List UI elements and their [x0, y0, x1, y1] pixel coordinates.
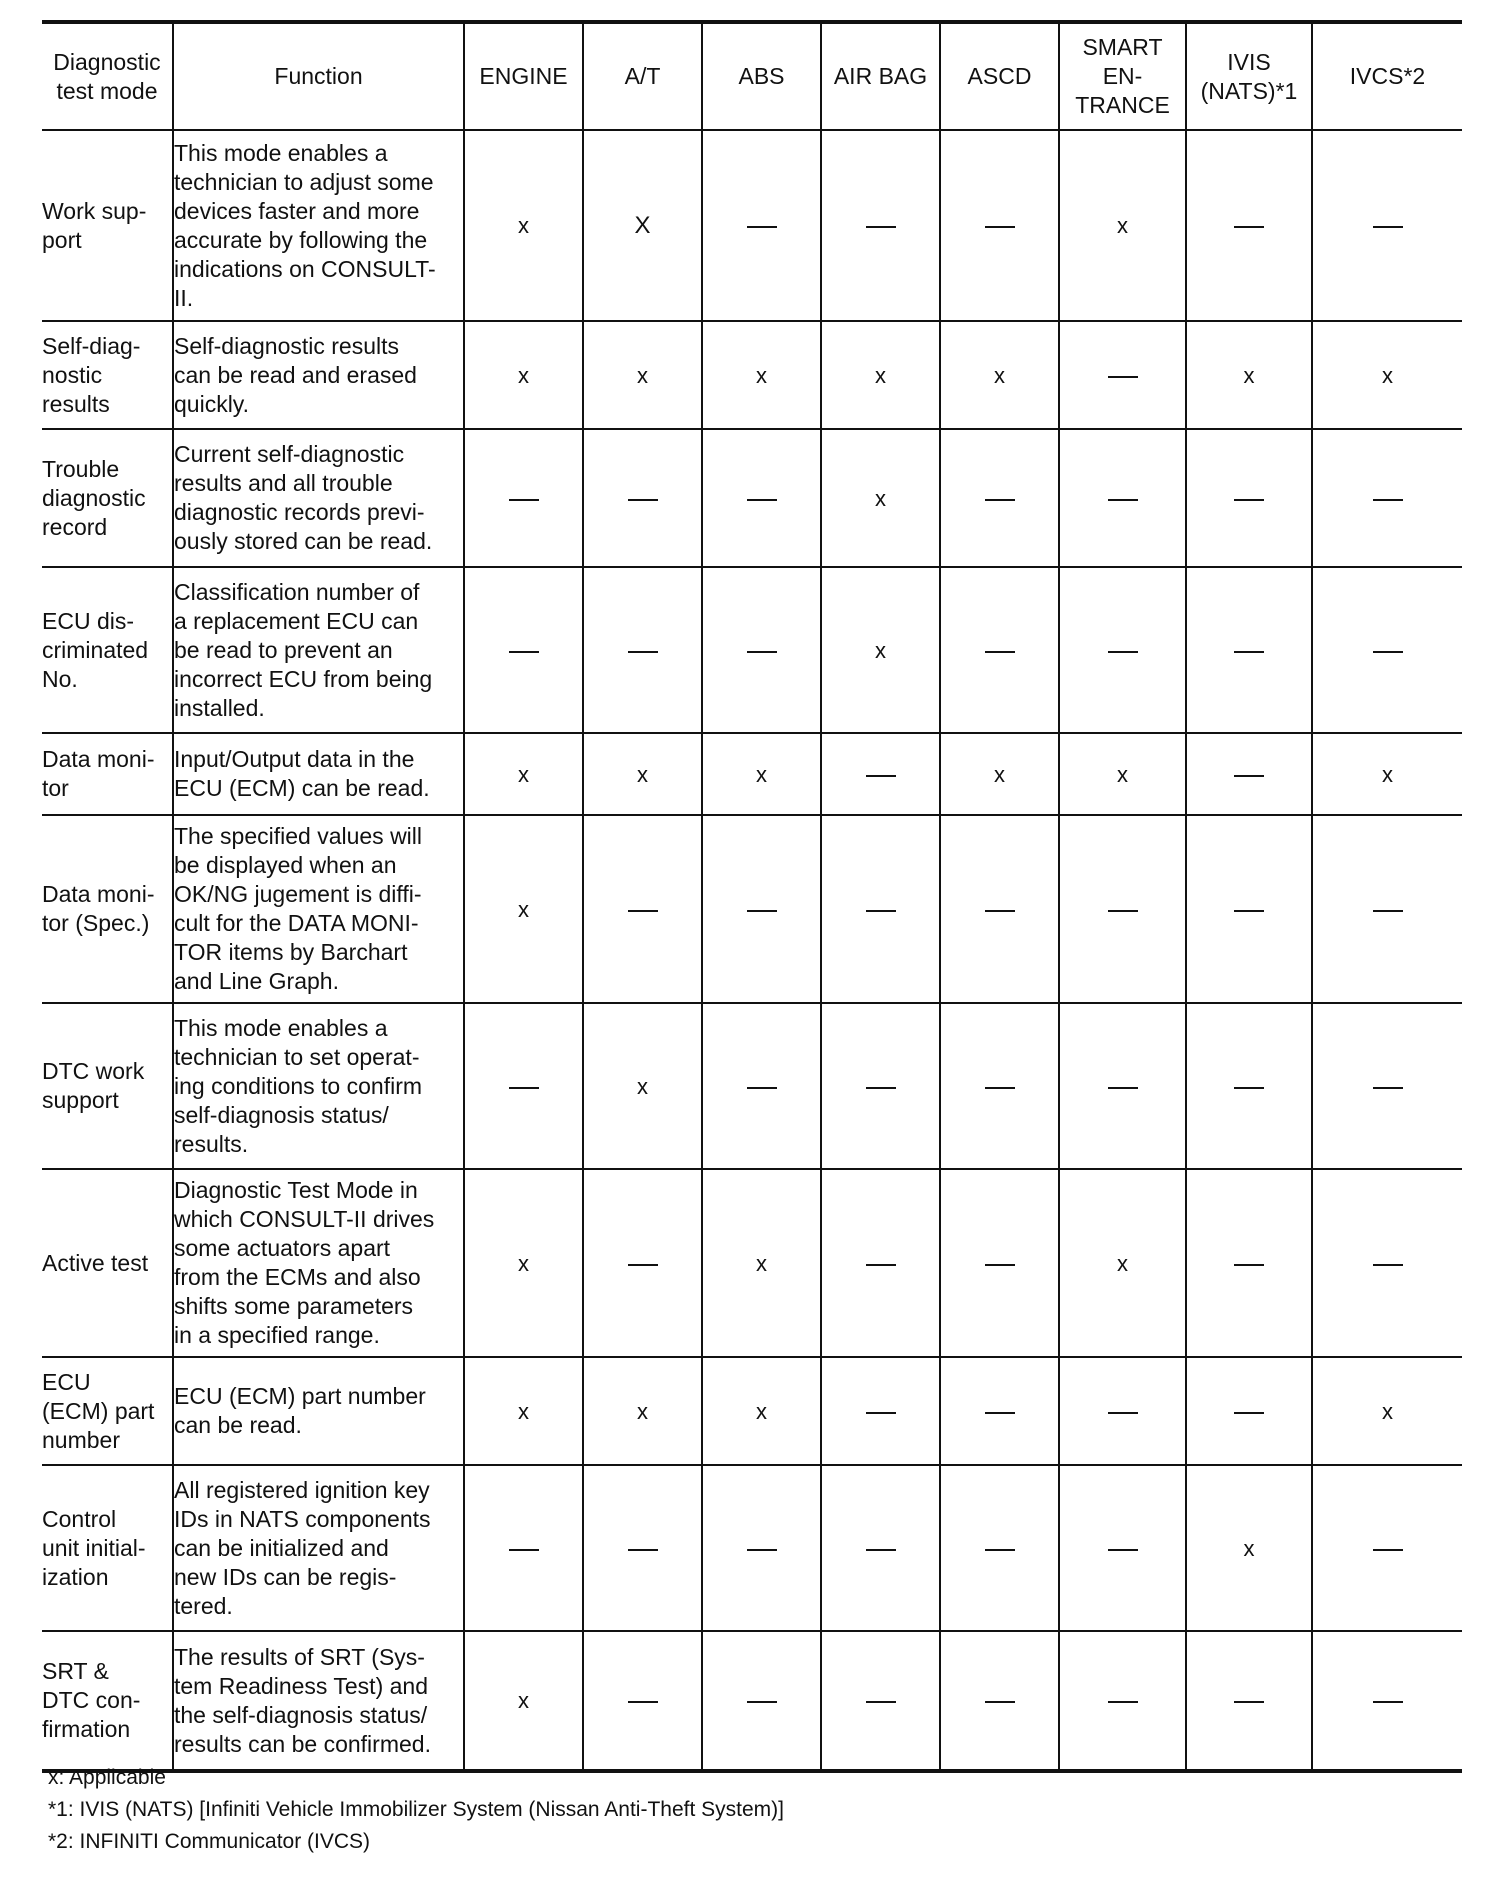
- applicable-mark: x: [756, 761, 767, 787]
- dash-mark: [509, 1549, 539, 1551]
- not-applicable-cell: [821, 1003, 940, 1169]
- dash-mark: [1234, 1087, 1264, 1089]
- applicable-mark: x: [1382, 362, 1393, 388]
- not-applicable-cell: [1059, 567, 1186, 733]
- not-applicable-cell: [583, 429, 702, 567]
- dash-mark: [1373, 226, 1403, 228]
- mode-cell: [42, 321, 173, 429]
- function-cell: [173, 1631, 464, 1771]
- dash-mark: [866, 910, 896, 912]
- function-cell: [173, 1003, 464, 1169]
- function-text: The results of SRT (Sys- tem Readiness Test) and the self-diagnosis status/ results can be confirmed.: [174, 1643, 431, 1757]
- mode-line: DTC work: [42, 1058, 145, 1084]
- applicable-mark: x: [756, 1250, 767, 1276]
- dash-mark: [628, 651, 658, 653]
- dash-mark: [509, 499, 539, 501]
- not-applicable-cell: [1059, 321, 1186, 429]
- not-applicable-cell: [1312, 815, 1462, 1003]
- dash-mark: [985, 1412, 1015, 1414]
- applicable-mark: x: [518, 761, 529, 787]
- not-applicable-cell: [464, 429, 583, 567]
- function-cell: [173, 1357, 464, 1465]
- column-header-engine: ENGINE: [464, 22, 583, 130]
- applicable-cell: [940, 733, 1059, 815]
- dash-mark: [747, 226, 777, 228]
- applicable-mark: x: [1243, 362, 1255, 388]
- dash-mark: [747, 1549, 777, 1551]
- applicable-cell: [583, 1003, 702, 1169]
- column-header-function: Function: [173, 22, 464, 130]
- not-applicable-cell: [1186, 130, 1312, 321]
- not-applicable-cell: [1059, 815, 1186, 1003]
- mode-line: ECU: [42, 1368, 91, 1395]
- applicable-cell: [464, 321, 583, 429]
- applicable-cell: [1312, 733, 1462, 815]
- not-applicable-cell: [1059, 1631, 1186, 1771]
- applicable-cell: [821, 321, 940, 429]
- dash-mark: [985, 1087, 1015, 1089]
- not-applicable-cell: [1312, 1003, 1462, 1169]
- applicable-mark: x: [637, 1398, 648, 1424]
- dash-mark: [747, 651, 777, 653]
- table-row: [42, 429, 1462, 567]
- not-applicable-cell: [702, 1003, 821, 1169]
- dash-mark: [747, 1087, 777, 1089]
- function-cell: [173, 130, 464, 321]
- mode-line: support: [42, 1087, 119, 1113]
- dash-mark: [1373, 499, 1403, 501]
- dash-mark: [985, 1701, 1015, 1703]
- mode-line: Data moni-: [42, 881, 155, 907]
- applicable-cell: [464, 130, 583, 321]
- dash-mark: [1373, 1701, 1403, 1703]
- applicable-mark: x: [637, 1073, 648, 1099]
- dash-mark: [628, 1264, 658, 1266]
- mode-line: tor (Spec.): [42, 910, 150, 936]
- function-text: All registered ignition key IDs in NATS components can be initialized and new IDs can be regis- tered.: [174, 1476, 431, 1619]
- not-applicable-cell: [821, 130, 940, 321]
- mode-cell: [42, 733, 173, 815]
- dash-mark: [1234, 910, 1264, 912]
- not-applicable-cell: [702, 429, 821, 567]
- column-header-at: A/T: [583, 22, 702, 130]
- function-text: This mode enables a technician to adjust some devices faster and more accurate by following the indications on CONSULT- II.: [174, 139, 436, 311]
- applicable-cell: [583, 733, 702, 815]
- dash-mark: [1234, 226, 1264, 228]
- mode-cell: [42, 1357, 173, 1465]
- not-applicable-cell: [821, 1169, 940, 1357]
- dash-mark: [985, 651, 1015, 653]
- not-applicable-cell: [702, 567, 821, 733]
- dash-mark: [1234, 775, 1264, 777]
- dash-mark: [866, 775, 896, 777]
- not-applicable-cell: [583, 1169, 702, 1357]
- not-applicable-cell: [1186, 1631, 1312, 1771]
- not-applicable-cell: [821, 815, 940, 1003]
- dash-mark: [985, 1549, 1015, 1551]
- not-applicable-cell: [821, 1631, 940, 1771]
- dash-mark: [866, 1412, 896, 1414]
- not-applicable-cell: [1059, 429, 1186, 567]
- table-row: [42, 1465, 1462, 1631]
- footnote-ivis-nats: *1: IVIS (NATS) [Infiniti Vehicle Immobilizer System (Nissan Anti-Theft System)]: [48, 1798, 784, 1821]
- mode-line: ization: [42, 1563, 109, 1590]
- applicable-mark: x: [1382, 1398, 1393, 1424]
- applicable-mark: x: [994, 761, 1005, 787]
- not-applicable-cell: [464, 1003, 583, 1169]
- dash-mark: [1373, 1549, 1403, 1551]
- column-header-smart-entrance: SMART EN- TRANCE: [1059, 22, 1186, 130]
- table-row: [42, 567, 1462, 733]
- not-applicable-cell: [702, 130, 821, 321]
- dash-mark: [866, 1264, 896, 1266]
- column-header-air-bag: AIR BAG: [821, 22, 940, 130]
- mode-line: SRT &: [42, 1658, 109, 1684]
- dash-mark: [985, 1264, 1015, 1266]
- applicable-cell: [1059, 733, 1186, 815]
- table-row: [42, 1169, 1462, 1357]
- applicable-mark: x: [875, 485, 886, 511]
- not-applicable-cell: [940, 130, 1059, 321]
- mode-line: Work sup-: [42, 197, 147, 224]
- applicable-cell: [464, 733, 583, 815]
- applicable-mark: X: [634, 212, 651, 239]
- applicable-mark: x: [518, 1250, 529, 1276]
- not-applicable-cell: [464, 1465, 583, 1631]
- footnotes: [48, 1762, 784, 1858]
- applicable-cell: [702, 1169, 821, 1357]
- dash-mark: [985, 910, 1015, 912]
- function-cell: [173, 1465, 464, 1631]
- not-applicable-cell: [1186, 815, 1312, 1003]
- not-applicable-cell: [821, 733, 940, 815]
- mode-line: (ECM) part: [42, 1397, 155, 1424]
- function-text: ECU (ECM) part number can be read.: [174, 1383, 426, 1438]
- dash-mark: [747, 910, 777, 912]
- column-header-ivis-nats: IVIS (NATS)*1: [1186, 22, 1312, 130]
- function-cell: [173, 1169, 464, 1357]
- mode-line: criminated: [42, 636, 149, 663]
- not-applicable-cell: [583, 1465, 702, 1631]
- table-row: [42, 815, 1462, 1003]
- dash-mark: [1234, 1701, 1264, 1703]
- mode-cell: [42, 567, 173, 733]
- mode-line: Self-diag-: [42, 332, 141, 359]
- function-text: Classification number of a replacement ECU can be read to prevent an incorrect ECU from being installed.: [174, 578, 433, 721]
- applicable-mark: x: [756, 362, 767, 388]
- footnote-applicable: x: Applicable: [48, 1766, 166, 1789]
- dash-mark: [628, 1549, 658, 1551]
- column-header-ascd: ASCD: [940, 22, 1059, 130]
- not-applicable-cell: [1186, 567, 1312, 733]
- dash-mark: [1234, 499, 1264, 501]
- not-applicable-cell: [1312, 1465, 1462, 1631]
- mode-line: nostic: [42, 361, 103, 388]
- applicable-cell: [464, 1169, 583, 1357]
- dash-mark: [1234, 1412, 1264, 1414]
- applicable-mark: x: [518, 896, 529, 922]
- applicable-mark: x: [637, 761, 648, 787]
- function-cell: [173, 567, 464, 733]
- dash-mark: [866, 1701, 896, 1703]
- function-text: The specified values will be displayed when an OK/NG jugement is diffi- cult for the DATA MONI- TOR items by Barchart and Line Graph.: [174, 823, 423, 994]
- applicable-mark: x: [637, 362, 648, 388]
- applicable-cell: [940, 321, 1059, 429]
- function-cell: [173, 815, 464, 1003]
- table-row: [42, 1357, 1462, 1465]
- mode-cell: [42, 1003, 173, 1169]
- dash-mark: [1108, 651, 1138, 653]
- dash-mark: [985, 226, 1015, 228]
- function-text: This mode enables a technician to set operat- ing conditions to confirm self-diagnosis status/ results.: [174, 1014, 423, 1157]
- dash-mark: [509, 1087, 539, 1089]
- mode-line: DTC con-: [42, 1687, 141, 1713]
- dash-mark: [1108, 376, 1138, 378]
- not-applicable-cell: [1312, 429, 1462, 567]
- applicable-cell: [464, 1357, 583, 1465]
- applicable-cell: [702, 321, 821, 429]
- applicable-mark: x: [518, 213, 529, 238]
- table-row: [42, 130, 1462, 321]
- mode-line: port: [42, 226, 82, 253]
- applicable-cell: [464, 815, 583, 1003]
- dash-mark: [628, 1701, 658, 1703]
- applicable-cell: [1059, 1169, 1186, 1357]
- mode-cell: [42, 429, 173, 567]
- dash-mark: [985, 499, 1015, 501]
- mode-line: number: [42, 1426, 120, 1453]
- not-applicable-cell: [464, 567, 583, 733]
- not-applicable-cell: [1312, 1169, 1462, 1357]
- applicable-mark: x: [1117, 1250, 1128, 1276]
- applicable-cell: [1186, 321, 1312, 429]
- mode-line: diagnostic: [42, 484, 146, 511]
- function-cell: [173, 429, 464, 567]
- applicable-mark: x: [518, 1398, 529, 1424]
- mode-line: unit initial-: [42, 1534, 146, 1561]
- table-body: [42, 130, 1462, 1771]
- dash-mark: [1108, 499, 1138, 501]
- not-applicable-cell: [702, 815, 821, 1003]
- not-applicable-cell: [1312, 130, 1462, 321]
- mode-cell: [42, 1465, 173, 1631]
- dash-mark: [1373, 1264, 1403, 1266]
- dash-mark: [866, 226, 896, 228]
- function-cell: [173, 733, 464, 815]
- not-applicable-cell: [583, 567, 702, 733]
- table-row: [42, 733, 1462, 815]
- dash-mark: [509, 651, 539, 653]
- footnote-ivcs: *2: INFINITI Communicator (IVCS): [48, 1830, 371, 1853]
- mode-line: Data moni-: [42, 746, 155, 772]
- dash-mark: [1373, 910, 1403, 912]
- not-applicable-cell: [1059, 1003, 1186, 1169]
- applicable-cell: [1312, 321, 1462, 429]
- mode-line: record: [42, 513, 108, 540]
- not-applicable-cell: [940, 1631, 1059, 1771]
- dash-mark: [1373, 651, 1403, 653]
- not-applicable-cell: [940, 1357, 1059, 1465]
- dash-mark: [1108, 1549, 1138, 1551]
- mode-line: Trouble: [42, 455, 120, 482]
- table-row: [42, 1003, 1462, 1169]
- not-applicable-cell: [1059, 1465, 1186, 1631]
- table-row: [42, 321, 1462, 429]
- dash-mark: [747, 499, 777, 501]
- dash-mark: [1108, 1087, 1138, 1089]
- applicable-mark: x: [1382, 761, 1393, 787]
- dash-mark: [866, 1087, 896, 1089]
- dash-mark: [1234, 1264, 1264, 1266]
- function-text: Input/Output data in the ECU (ECM) can be read.: [174, 746, 430, 801]
- dash-mark: [1373, 1087, 1403, 1089]
- not-applicable-cell: [1186, 1357, 1312, 1465]
- applicable-cell: [583, 321, 702, 429]
- mode-cell: [42, 815, 173, 1003]
- not-applicable-cell: [821, 1357, 940, 1465]
- mode-line: Active test: [42, 1249, 149, 1276]
- function-text: Diagnostic Test Mode in which CONSULT-II drives some actuators apart from the ECMs and also shifts some parameters in a specified range.: [174, 1177, 435, 1348]
- not-applicable-cell: [821, 1465, 940, 1631]
- not-applicable-cell: [1059, 1357, 1186, 1465]
- function-text: Self-diagnostic results can be read and erased quickly.: [174, 332, 417, 417]
- not-applicable-cell: [583, 1631, 702, 1771]
- dash-mark: [628, 499, 658, 501]
- applicable-cell: [464, 1631, 583, 1771]
- applicable-mark: x: [875, 362, 886, 388]
- not-applicable-cell: [702, 1631, 821, 1771]
- not-applicable-cell: [940, 1003, 1059, 1169]
- function-text: Current self-diagnostic results and all trouble diagnostic records previ- ously stored can be read.: [174, 441, 433, 554]
- not-applicable-cell: [940, 567, 1059, 733]
- not-applicable-cell: [1186, 429, 1312, 567]
- table-header-row: [42, 22, 1462, 130]
- mode-line: results: [42, 390, 110, 417]
- dash-mark: [747, 1701, 777, 1703]
- applicable-cell: [1059, 130, 1186, 321]
- column-header-abs: ABS: [702, 22, 821, 130]
- not-applicable-cell: [1186, 733, 1312, 815]
- applicable-cell: [821, 567, 940, 733]
- mode-cell: [42, 130, 173, 321]
- not-applicable-cell: [940, 1465, 1059, 1631]
- not-applicable-cell: [940, 429, 1059, 567]
- applicable-cell: [702, 1357, 821, 1465]
- not-applicable-cell: [583, 815, 702, 1003]
- not-applicable-cell: [1312, 567, 1462, 733]
- applicable-mark: x: [1117, 761, 1128, 787]
- applicable-mark: x: [518, 362, 529, 388]
- mode-line: ECU dis-: [42, 607, 135, 634]
- mode-line: No.: [42, 665, 78, 692]
- dash-mark: [1108, 1412, 1138, 1414]
- not-applicable-cell: [702, 1465, 821, 1631]
- table-row: [42, 1631, 1462, 1771]
- mode-line: tor: [42, 775, 69, 801]
- function-cell: [173, 321, 464, 429]
- mode-cell: [42, 1631, 173, 1771]
- column-header-ivcs: IVCS*2: [1312, 22, 1462, 130]
- mode-line: Control: [42, 1505, 117, 1532]
- applicable-cell: [583, 130, 702, 321]
- mode-cell: [42, 1169, 173, 1357]
- applicable-mark: x: [1117, 213, 1128, 238]
- applicable-cell: [821, 429, 940, 567]
- dash-mark: [866, 1549, 896, 1551]
- not-applicable-cell: [1186, 1169, 1312, 1357]
- applicable-mark: x: [518, 1688, 529, 1713]
- not-applicable-cell: [940, 815, 1059, 1003]
- column-header-diagnostic-test-mode: Diagnostic test mode: [42, 22, 173, 130]
- mode-line: firmation: [42, 1716, 131, 1742]
- applicable-cell: [1186, 1465, 1312, 1631]
- dash-mark: [1108, 910, 1138, 912]
- applicable-mark: x: [756, 1398, 767, 1424]
- not-applicable-cell: [1312, 1631, 1462, 1771]
- dash-mark: [1108, 1701, 1138, 1703]
- applicable-cell: [702, 733, 821, 815]
- diagnostic-modes-table: [42, 20, 1462, 1773]
- dash-mark: [628, 910, 658, 912]
- applicable-cell: [583, 1357, 702, 1465]
- applicable-mark: x: [1243, 1535, 1255, 1561]
- applicable-mark: x: [994, 362, 1005, 388]
- applicable-mark: x: [875, 637, 886, 663]
- not-applicable-cell: [940, 1169, 1059, 1357]
- dash-mark: [1234, 651, 1264, 653]
- not-applicable-cell: [1186, 1003, 1312, 1169]
- applicable-cell: [1312, 1357, 1462, 1465]
